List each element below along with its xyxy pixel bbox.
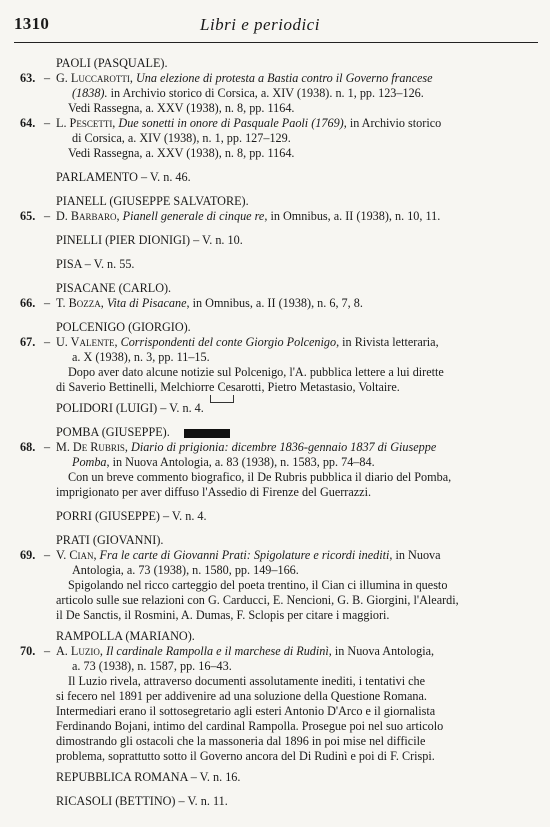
entry-abstract-line: dimostrando gli ostacoli che la massoneria dal 1896 in poi mise nel difficile — [56, 734, 426, 748]
entry-citation: in Archivio storico di Corsica, a. XIV (1938). n. 1, pp. 123–126. — [107, 86, 424, 100]
entry-number: 68. — [20, 440, 36, 454]
header-rule — [14, 42, 538, 43]
section-heading-polcenigo: POLCENIGO (GIORGIO). — [56, 320, 191, 334]
entry-dash: – — [44, 71, 51, 85]
section-heading-pisacane: PISACANE (CARLO). — [56, 281, 172, 295]
entry-title: Fra le carte di Giovanni Prati: Spigolature e ricordi inediti — [99, 548, 390, 562]
entry-abstract-line: articolo sulle sue relazioni con G. Carducci, E. Nencioni, G. B. Giorgini, l'Aleardi, — [56, 593, 459, 607]
entry-author: L. Pescetti, — [56, 116, 119, 130]
entry-author: D. Barbaro, — [56, 209, 123, 223]
entry-68 — [0, 440, 550, 500]
entry-citation: , in Archivio storico — [343, 116, 442, 130]
entry-line: a. X (1938), n. 3, pp. 11–15. — [72, 350, 210, 364]
entry-line — [56, 440, 532, 455]
entry-author: A. Luzio, — [56, 644, 106, 658]
entry-abstract-line: di Saverio Bettinelli, Melchiorre Cesarotti, Pietro Metastasio, Voltaire. — [56, 380, 400, 394]
entry-citation: , in Rivista letteraria, — [336, 335, 439, 349]
entry-66 — [0, 296, 550, 311]
entry-line: Antologia, a. 73 (1938), n. 1580, pp. 149–166. — [72, 563, 299, 577]
entry-69 — [0, 548, 550, 623]
entry-author: M. De Rubris, — [56, 440, 132, 454]
entry-number: 69. — [20, 548, 36, 562]
entry-line — [56, 296, 532, 311]
entry-number: 63. — [20, 71, 36, 85]
entry-number: 66. — [20, 296, 36, 310]
entry-line: a. 73 (1938), n. 1587, pp. 16–43. — [72, 659, 232, 673]
entry-author: G. Luccarotti, — [56, 71, 136, 85]
section-heading-prati: PRATI (GIOVANNI). — [56, 533, 164, 547]
entry-title: Diario di prigionia: dicembre 1836-gennaio 1837 di Giuseppe — [131, 440, 437, 454]
entry-line — [56, 335, 532, 350]
entry-65 — [0, 209, 550, 224]
entry-63 — [0, 71, 550, 116]
entry-dash: – — [44, 548, 51, 562]
entry-dash: – — [44, 116, 51, 130]
entry-number: 65. — [20, 209, 36, 223]
entry-title: Il cardinale Rampolla e il marchese di Rudinì — [105, 644, 329, 658]
entry-abstract-line: Intermediari erano il sottosegretario agli esteri Antonio D'Arco e il giornalista — [56, 704, 436, 718]
entry-number: 64. — [20, 116, 36, 130]
entry-number: 70. — [20, 644, 36, 658]
entry-abstract-line: Il Luzio rivela, attraverso documenti assolutamente inediti, i tentativi che — [68, 674, 426, 688]
entry-abstract-line: problema, soprattutto sotto il Governo ancora del Di Rudinì e poi di F. Crispi. — [56, 749, 435, 763]
entry-abstract-line: Dopo aver dato alcune notizie sul Polcenigo, l'A. pubblica lettere a lui dirette — [68, 365, 444, 379]
entry-title: Corrispondenti del conte Giorgio Polcenigo — [120, 335, 337, 349]
section-heading-repubblica: REPUBBLICA ROMANA – V. n. 16. — [56, 770, 241, 784]
entry-abstract-line: imprigionato per aver diffuso l'Assedio di Firenze del Guerrazzi. — [56, 485, 372, 499]
entry-author: T. Bozza, — [56, 296, 107, 310]
entry-abstract-line: si fecero nel 1891 per addivenire ad una soluzione della Questione Romana. — [56, 689, 427, 703]
entry-dash: – — [44, 440, 51, 454]
section-heading-pomba — [56, 425, 550, 440]
section-heading-ricasoli: RICASOLI (BETTINO) – V. n. 11. — [56, 794, 228, 808]
entry-title: Pianell generale di cinque re — [122, 209, 265, 223]
section-heading-pianell: PIANELL (GIUSEPPE SALVATORE). — [56, 194, 249, 208]
entry-abstract-line: Con un breve commento biografico, il De Rubris pubblica il diario del Pomba, — [68, 470, 452, 484]
entry-line — [56, 644, 532, 659]
entry-citation: , in Omnibus, a. II (1938), n. 6, 7, 8. — [186, 296, 363, 310]
entry-citation: , in Nuova Antologia, a. 83 (1938), n. 1583, pp. 74–84. — [106, 455, 375, 469]
section-heading-pisa: PISA – V. n. 55. — [56, 257, 135, 271]
entry-title: (1838). — [72, 86, 108, 100]
entry-line — [56, 455, 532, 470]
entry-author: U. Valente, — [56, 335, 121, 349]
section-heading-text: POMBA (GIUSEPPE). — [56, 425, 170, 439]
entry-title: Due sonetti in onore di Pasquale Paoli (1769) — [118, 116, 344, 130]
section-heading-paoli: PAOLI (PASQUALE). — [56, 56, 168, 70]
entry-line: Vedi Rassegna, a. XXV (1938), n. 8, pp. 1164. — [68, 146, 295, 160]
entry-line: Vedi Rassegna, a. XXV (1938), n. 8, pp. 1164. — [68, 101, 295, 115]
page-header — [0, 0, 550, 44]
entry-title: Pomba — [72, 455, 107, 469]
entry-67 — [0, 335, 550, 395]
entry-line — [56, 86, 532, 101]
entry-dash: – — [44, 209, 51, 223]
section-heading-pinelli: PINELLI (PIER DIONIGI) – V. n. 10. — [56, 233, 243, 247]
entry-line — [56, 209, 532, 224]
entry-author: V. Cian, — [56, 548, 100, 562]
entry-line — [56, 548, 532, 563]
entry-abstract-line: Spigolando nel ricco carteggio del poeta trentino, il Cian ci illumina in questo — [68, 578, 448, 592]
entry-title: Una elezione di protesta a Bastia contro il Governo francese — [135, 71, 433, 85]
page-number: 1310 — [14, 14, 50, 33]
entry-dash: – — [44, 644, 51, 658]
entry-title: Vita di Pisacane — [106, 296, 187, 310]
entry-line — [56, 116, 532, 131]
section-heading-parlamento: PARLAMENTO – V. n. 46. — [56, 170, 191, 184]
page-body — [0, 56, 550, 809]
entry-citation: , in Nuova — [389, 548, 441, 562]
entry-line — [56, 71, 532, 86]
entry-abstract-line: Ferdinando Bojani, intimo del cardinal Rampolla. Prosegue poi nel suo articolo — [56, 719, 444, 733]
running-title: Libri e periodici — [200, 15, 320, 34]
section-heading-rampolla: RAMPOLLA (MARIANO). — [56, 629, 195, 643]
entry-citation: , in Nuova Antologia, — [328, 644, 435, 658]
bracket-mark-icon — [210, 395, 234, 403]
redaction-bar — [184, 429, 230, 438]
section-heading-porri: PORRI (GIUSEPPE) – V. n. 4. — [56, 509, 207, 523]
section-heading-text: POLIDORI (LUIGI) – V. n. 4. — [56, 401, 204, 415]
entry-line: di Corsica, a. XIV (1938), n. 1, pp. 127–129. — [72, 131, 291, 145]
entry-number: 67. — [20, 335, 36, 349]
entry-abstract-line: il De Sanctis, il Rosmini, A. Dumas, F. Sclopis per citare i maggiori. — [56, 608, 390, 622]
entry-64 — [0, 116, 550, 161]
entry-70 — [0, 644, 550, 764]
entry-citation: , in Omnibus, a. II (1938), n. 10, 11. — [264, 209, 441, 223]
section-heading-polidori — [56, 401, 550, 416]
entry-dash: – — [44, 296, 51, 310]
entry-dash: – — [44, 335, 51, 349]
